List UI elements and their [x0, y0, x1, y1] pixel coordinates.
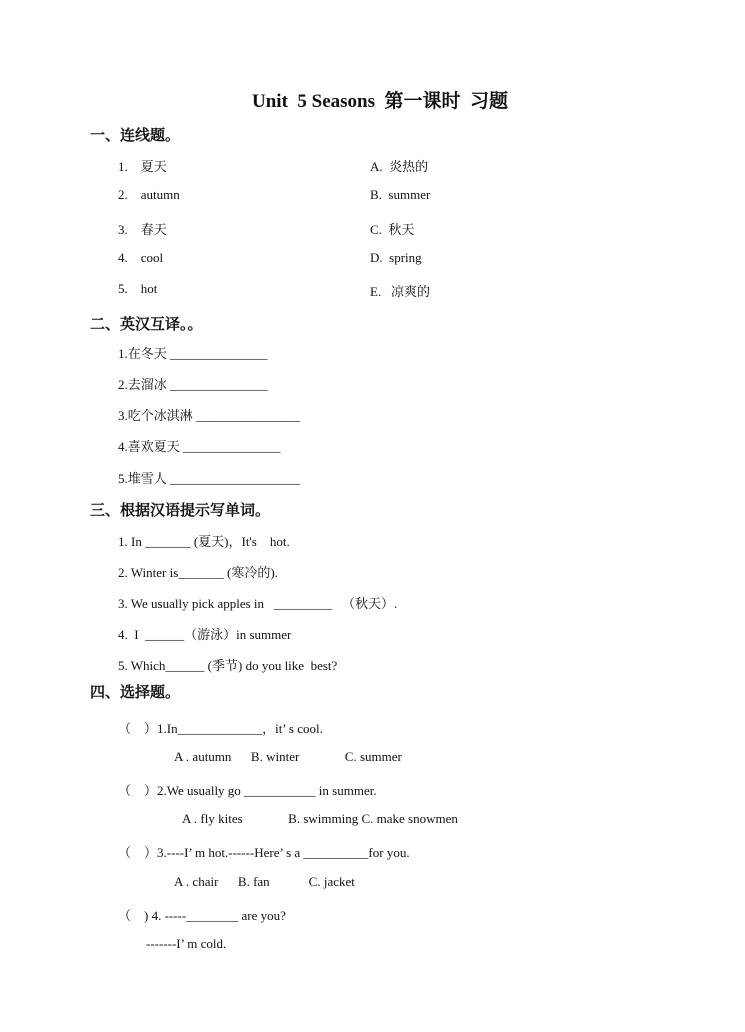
choice-question-2: （ ）2.We usually go ___________ in summer.	[118, 783, 377, 798]
fill-item-1: 1. In _______ (夏天)，It's hot.	[118, 534, 290, 549]
match-right-d: D. spring	[370, 250, 422, 265]
section-4-heading: 四、选择题。	[90, 683, 181, 701]
translate-item-2: 2.去溜冰 _______________	[118, 377, 268, 392]
choice-options-4: -------I’ m cold.	[146, 936, 227, 951]
match-left-1: 1. 夏天	[118, 159, 167, 174]
match-left-2: 2. autumn	[118, 187, 180, 202]
choice-question-1: （ ）1.In_____________，it’ s cool.	[118, 721, 323, 736]
match-right-c: C. 秋天	[370, 222, 415, 237]
match-left-4: 4. cool	[118, 250, 164, 265]
fill-item-4: 4. I ______（游泳）in summer	[118, 627, 292, 642]
choice-options-1: A . autumn B. winter C. summer	[174, 749, 402, 764]
choice-question-4: （ ) 4. -----________ are you?	[118, 908, 286, 923]
translate-item-4: 4.喜欢夏天 _______________	[118, 439, 281, 454]
fill-item-5: 5. Which______ (季节) do you like best?	[118, 658, 338, 673]
translate-item-5: 5.堆雪人 ____________________	[118, 471, 301, 486]
match-right-b: B. summer	[370, 187, 431, 202]
choice-options-3: A . chair B. fan C. jacket	[174, 874, 355, 889]
section-2-heading: 二、英汉互译。。	[90, 315, 203, 333]
match-left-5: 5. hot	[118, 281, 158, 296]
section-3-heading: 三、根据汉语提示写单词。	[90, 501, 271, 519]
match-right-a: A. 炎热的	[370, 159, 429, 174]
page-title: Unit 5 Seasons 第一课时 习题	[252, 91, 508, 112]
choice-options-2: A . fly kites B. swimming C. make snowmen	[182, 811, 458, 826]
section-1-heading: 一、连线题。	[90, 126, 181, 144]
choice-question-3: （ ）3.----I’ m hot.------Here’ s a __________for you.	[118, 845, 410, 860]
match-right-e: E. 凉爽的	[370, 284, 430, 299]
fill-item-3: 3. We usually pick apples in _________ （秋天）.	[118, 596, 398, 611]
translate-item-1: 1.在冬天 _______________	[118, 346, 268, 361]
match-left-3: 3. 春天	[118, 222, 167, 237]
fill-item-2: 2. Winter is_______ (寒冷的).	[118, 565, 278, 580]
translate-item-3: 3.吃个冰淇淋 ________________	[118, 408, 301, 423]
